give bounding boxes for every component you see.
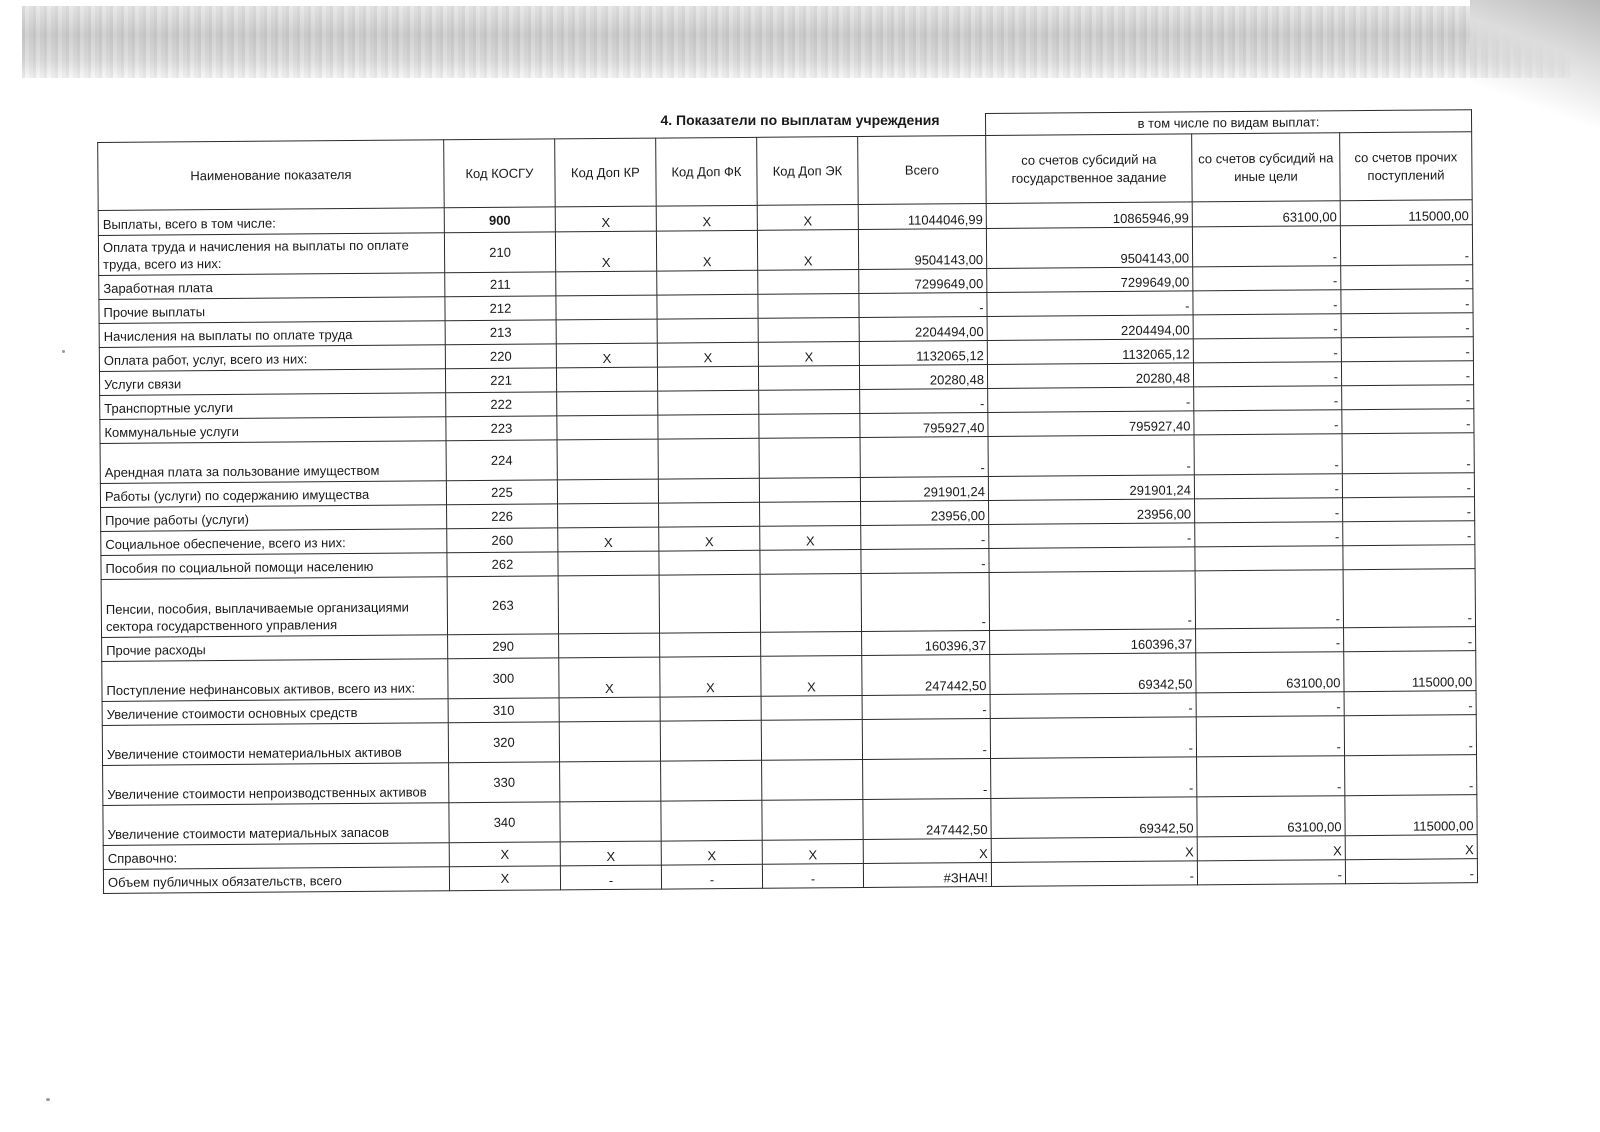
row-fk — [660, 720, 761, 761]
row-kosgu-code: 221 — [445, 368, 556, 393]
row-other-income: - — [1345, 859, 1477, 884]
row-name: Заработная плата — [99, 273, 445, 300]
row-kr — [557, 479, 658, 504]
row-kosgu-code: X — [449, 866, 560, 891]
row-other-goals: - — [1193, 338, 1341, 363]
row-other-income: - — [1341, 289, 1473, 314]
header-group-by-type: в том числе по видам выплат: — [985, 110, 1471, 136]
row-total: - — [862, 695, 990, 720]
row-other-income: - — [1341, 265, 1473, 290]
row-ek: - — [762, 864, 863, 889]
row-total: 160396,37 — [862, 631, 990, 656]
row-total: 795927,40 — [860, 413, 988, 438]
row-kr — [556, 367, 657, 392]
row-other-goals: - — [1195, 498, 1343, 523]
header-fk: Код Доп ФК — [656, 137, 758, 206]
row-kosgu-code: 224 — [446, 440, 557, 481]
row-ek — [758, 318, 859, 343]
row-fk: X — [656, 230, 757, 271]
row-state-task: - — [989, 523, 1195, 549]
row-fk — [657, 294, 758, 319]
row-other-goals: 63100,00 — [1196, 652, 1344, 693]
row-total: - — [859, 293, 987, 318]
row-total: 247442,50 — [862, 655, 990, 696]
row-other-goals: - — [1196, 628, 1344, 653]
row-kr — [557, 391, 658, 416]
row-other-goals: - — [1195, 522, 1343, 547]
row-state-task: 69342,50 — [991, 797, 1197, 839]
row-state-task: 7299649,00 — [987, 267, 1193, 293]
row-ek — [758, 270, 859, 295]
row-ek — [758, 294, 859, 319]
row-other-goals: - — [1197, 860, 1345, 885]
row-kosgu-code: 226 — [447, 504, 558, 529]
scan-artifact-corner — [1470, 0, 1600, 140]
row-total: 23956,00 — [861, 501, 989, 526]
row-other-goals — [1195, 546, 1343, 571]
row-kr — [559, 633, 660, 658]
row-state-task: 2204494,00 — [987, 315, 1193, 341]
row-kr: X — [558, 527, 659, 552]
row-other-income: 115000,00 — [1345, 795, 1477, 836]
row-name: Пенсии, пособия, выплачиваемые организациями сектора государственного управления — [101, 577, 447, 638]
row-state-task: - — [988, 387, 1194, 413]
row-ek — [759, 414, 860, 439]
row-other-income: - — [1343, 569, 1475, 628]
row-state-task: - — [990, 717, 1196, 759]
row-kr — [557, 439, 658, 480]
row-fk — [658, 414, 759, 439]
row-state-task: - — [988, 435, 1194, 477]
row-ek — [760, 550, 861, 575]
row-name: Коммунальные услуги — [100, 417, 446, 444]
row-kosgu-code: 262 — [447, 552, 558, 577]
row-ek: X — [761, 656, 862, 697]
row-total: 291901,24 — [860, 477, 988, 502]
row-total: - — [861, 525, 989, 550]
row-other-income: - — [1344, 691, 1476, 716]
row-name: Услуги связи — [99, 369, 445, 396]
row-total: - — [861, 573, 989, 632]
header-total: Всего — [858, 136, 987, 205]
row-state-task: X — [991, 837, 1197, 863]
row-kosgu-code: 211 — [445, 272, 556, 297]
row-ek — [762, 760, 863, 801]
scan-speck — [62, 350, 65, 353]
row-other-goals: - — [1193, 290, 1341, 315]
header-other-income: со счетов прочих поступлений — [1340, 132, 1473, 201]
row-kosgu-code: 210 — [444, 232, 555, 273]
row-fk — [660, 696, 761, 721]
header-other-goals: со счетов субсидий на иные цели — [1192, 133, 1341, 202]
row-kr — [560, 801, 661, 842]
row-total: - — [863, 759, 991, 800]
row-kr — [556, 319, 657, 344]
row-other-goals: - — [1194, 474, 1342, 499]
row-other-goals: X — [1197, 836, 1345, 861]
row-kr — [558, 551, 659, 576]
row-total: 2204494,00 — [859, 317, 987, 342]
row-fk — [658, 438, 759, 479]
row-state-task: - — [991, 757, 1197, 799]
row-other-goals: - — [1196, 692, 1344, 717]
row-other-income: 115000,00 — [1340, 200, 1472, 226]
row-total: X — [863, 838, 991, 863]
row-total: 20280,48 — [859, 365, 987, 390]
row-fk: X — [656, 205, 757, 231]
row-name: Начисления на выплаты по оплате труда — [99, 321, 445, 348]
row-state-task: 160396,37 — [990, 629, 1196, 655]
row-other-income: - — [1343, 521, 1475, 546]
row-other-goals: - — [1193, 266, 1341, 291]
row-state-task: 20280,48 — [987, 363, 1193, 389]
row-fk: X — [661, 840, 762, 865]
row-name: Арендная плата за пользование имуществом — [100, 441, 446, 484]
row-ek: X — [760, 526, 861, 551]
row-other-goals: - — [1194, 410, 1342, 435]
row-other-goals: - — [1194, 386, 1342, 411]
row-ek — [760, 574, 861, 633]
row-other-goals: - — [1193, 362, 1341, 387]
row-name: Работы (услуги) по содержанию имущества — [100, 481, 446, 508]
row-kr: - — [560, 865, 661, 890]
row-ek: X — [758, 342, 859, 367]
row-kosgu-code: 310 — [448, 698, 559, 723]
row-ek — [760, 502, 861, 527]
row-ek — [759, 478, 860, 503]
row-kr: X — [560, 841, 661, 866]
row-name: Оплата работ, услуг, всего из них: — [99, 345, 445, 372]
row-other-income: - — [1341, 337, 1473, 362]
row-fk — [657, 270, 758, 295]
row-kr — [558, 575, 659, 634]
row-kosgu-code: 213 — [445, 320, 556, 345]
row-other-income: 115000,00 — [1344, 651, 1476, 692]
row-name: Транспортные услуги — [100, 393, 446, 420]
row-fk — [660, 632, 761, 657]
row-total: - — [861, 549, 989, 574]
row-kr — [556, 295, 657, 320]
row-state-task: - — [991, 861, 1197, 887]
header-kr: Код Доп КР — [555, 138, 657, 207]
row-name: Справочно: — [103, 843, 449, 870]
row-total: - — [862, 719, 990, 760]
row-fk: X — [660, 656, 761, 697]
row-fk: - — [661, 864, 762, 889]
row-kosgu-code: 223 — [446, 416, 557, 441]
row-kosgu-code: 320 — [448, 722, 559, 763]
row-name: Прочие выплаты — [99, 297, 445, 324]
row-other-income: - — [1341, 361, 1473, 386]
header-kosgu: Код КОСГУ — [444, 139, 556, 208]
row-name: Прочие расходы — [102, 635, 448, 662]
row-total: - — [860, 437, 988, 478]
row-kr — [557, 415, 658, 440]
row-name: Увеличение стоимости нематериальных активов — [102, 723, 448, 766]
row-kr — [560, 761, 661, 802]
row-kosgu-code: 290 — [448, 634, 559, 659]
row-other-income: - — [1344, 627, 1476, 652]
row-name: Увеличение стоимости материальных запасов — [103, 803, 449, 846]
row-kosgu-code: 212 — [445, 296, 556, 321]
row-state-task: - — [990, 693, 1196, 719]
row-kr — [558, 503, 659, 528]
row-total: #ЗНАЧ! — [863, 862, 991, 887]
row-other-income: - — [1342, 409, 1474, 434]
row-name: Прочие работы (услуги) — [101, 505, 447, 532]
row-kosgu-code: 300 — [448, 658, 559, 699]
row-ek — [759, 438, 860, 479]
row-name: Пособия по социальной помощи населению — [101, 553, 447, 580]
row-kr — [556, 271, 657, 296]
row-ek: X — [762, 840, 863, 865]
row-kosgu-code: 900 — [444, 207, 555, 233]
row-other-income: - — [1341, 313, 1473, 338]
row-other-income: - — [1344, 715, 1476, 756]
row-kr: X — [559, 657, 660, 698]
row-fk: X — [657, 342, 758, 367]
row-fk — [657, 366, 758, 391]
row-other-goals: - — [1193, 314, 1341, 339]
row-state-task: 1132065,12 — [987, 339, 1193, 365]
row-other-income: - — [1343, 497, 1475, 522]
row-state-task: 9504143,00 — [986, 227, 1192, 269]
row-total: 7299649,00 — [859, 269, 987, 294]
row-kr: X — [555, 231, 656, 272]
row-fk — [659, 502, 760, 527]
row-name: Объем публичных обязательств, всего — [103, 867, 449, 894]
row-ek — [761, 632, 862, 657]
header-name: Наименование показателя — [98, 140, 445, 211]
row-kosgu-code: 225 — [446, 480, 557, 505]
row-kosgu-code: X — [449, 842, 560, 867]
row-other-income — [1343, 545, 1475, 570]
row-name: Выплаты, всего в том числе: — [98, 208, 444, 236]
row-kosgu-code: 340 — [449, 802, 560, 843]
row-name: Социальное обеспечение, всего из них: — [101, 529, 447, 556]
row-kosgu-code: 330 — [449, 762, 560, 803]
row-name: Увеличение стоимости непроизводственных активов — [103, 763, 449, 806]
header-ek: Код Доп ЭК — [757, 137, 859, 206]
row-ek: X — [757, 230, 858, 271]
row-other-goals: - — [1196, 716, 1344, 757]
row-total: 11044046,99 — [858, 204, 986, 230]
row-state-task: 23956,00 — [989, 499, 1195, 525]
row-fk — [658, 390, 759, 415]
header-state-task: со счетов субсидий на государственное задание — [986, 134, 1193, 204]
section-title: 4. Показатели по выплатам учреждения — [660, 112, 940, 128]
row-other-income: - — [1340, 225, 1472, 266]
row-other-goals: - — [1195, 570, 1343, 629]
row-total: 9504143,00 — [858, 229, 986, 270]
row-other-income: - — [1342, 385, 1474, 410]
row-kosgu-code: 220 — [445, 344, 556, 369]
row-fk — [659, 550, 760, 575]
row-state-task: - — [989, 571, 1195, 631]
scan-artifact-top — [22, 6, 1570, 78]
row-state-task: 291901,24 — [988, 475, 1194, 501]
row-fk — [658, 478, 759, 503]
row-ek: X — [757, 205, 858, 231]
row-other-goals: - — [1197, 756, 1345, 797]
row-ek — [761, 696, 862, 721]
row-ek — [761, 720, 862, 761]
row-ek — [762, 800, 863, 841]
row-total: - — [860, 389, 988, 414]
row-other-goals: - — [1194, 434, 1342, 475]
row-kr: X — [555, 206, 656, 232]
row-other-goals: - — [1192, 226, 1340, 267]
row-other-income: - — [1342, 433, 1474, 474]
row-kr — [559, 697, 660, 722]
row-state-task: - — [987, 291, 1193, 317]
scan-speck — [46, 1098, 50, 1101]
row-fk — [659, 574, 760, 633]
table-row — [101, 569, 1475, 638]
row-state-task: 10865946,99 — [986, 202, 1192, 229]
row-kosgu-code: 222 — [446, 392, 557, 417]
row-total: 1132065,12 — [859, 341, 987, 366]
row-name: Оплата труда и начисления на выплаты по оплате труда, всего из них: — [98, 233, 444, 276]
payments-table — [97, 109, 1478, 894]
row-other-goals: 63100,00 — [1192, 201, 1340, 227]
row-other-goals: 63100,00 — [1197, 796, 1345, 837]
row-kr: X — [556, 343, 657, 368]
row-other-income: X — [1345, 835, 1477, 860]
row-fk — [661, 800, 762, 841]
row-state-task — [989, 547, 1195, 573]
row-name: Увеличение стоимости основных средств — [102, 699, 448, 726]
row-ek — [759, 390, 860, 415]
row-name: Поступление нефинансовых активов, всего из них: — [102, 659, 448, 702]
row-kr — [559, 721, 660, 762]
row-state-task: 795927,40 — [988, 411, 1194, 437]
row-state-task: 69342,50 — [990, 653, 1196, 695]
row-ek — [758, 366, 859, 391]
row-other-income: - — [1342, 473, 1474, 498]
row-fk — [657, 318, 758, 343]
row-other-income: - — [1345, 755, 1477, 796]
row-fk — [661, 760, 762, 801]
row-kosgu-code: 263 — [447, 576, 558, 635]
row-total: 247442,50 — [863, 799, 991, 840]
row-fk: X — [659, 526, 760, 551]
row-kosgu-code: 260 — [447, 528, 558, 553]
